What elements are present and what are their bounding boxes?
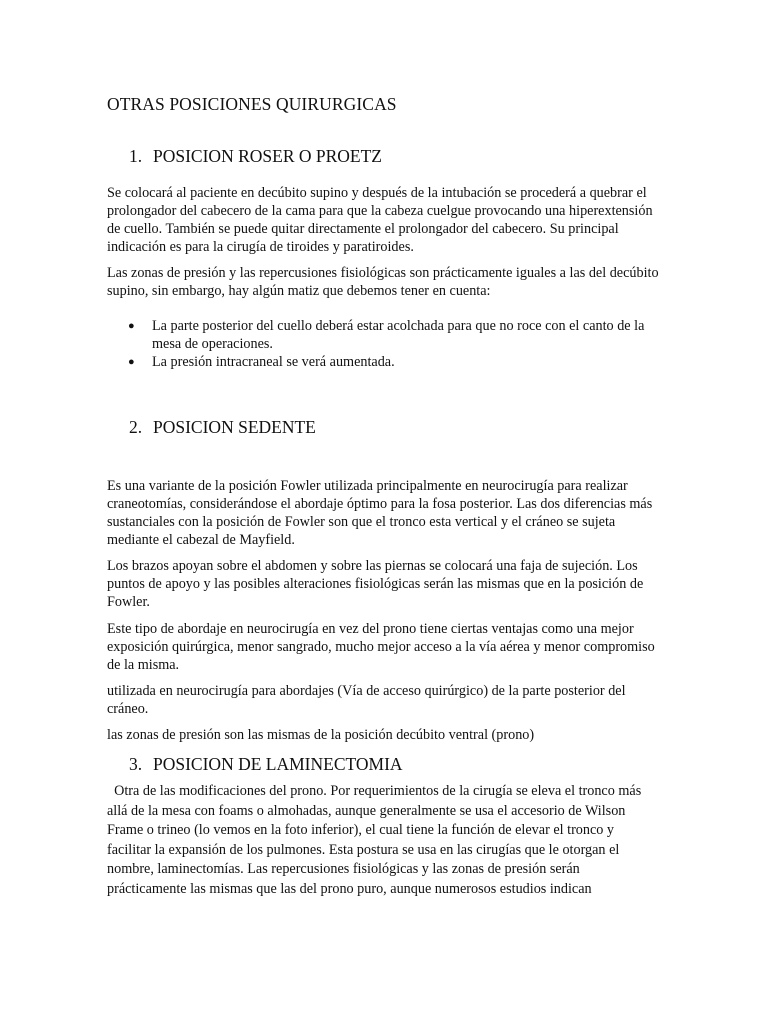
paragraph: Este tipo de abordaje en neurocirugía en vez del prono tiene ciertas ventajas como una mejor exposición quirúrgica, menor sangrado, mucho mejor acceso a la vía aérea y menor compromiso de la misma. [107, 620, 655, 673]
section-laminectomia [107, 752, 659, 899]
paragraph: Es una variante de la posición Fowler utilizada principalmente en neurocirugía para realizar craneotomías, considerándose el abordaje óptimo para la fosa posterior. Las dos diferencias más sustanciales con la posición de Fowler son que el tronco esta vertical y el cráneo se sujeta mediante el cabezal de Mayfield. [107, 477, 653, 549]
list-item [107, 317, 659, 353]
list-item [107, 353, 659, 371]
paragraph: Las zonas de presión y las repercusiones fisiológicas son prácticamente iguales a las del decúbito supino, sin embargo, hay algún matiz que debemos tener en cuenta: [107, 265, 659, 300]
section-title: POSICION ROSER O PROETZ [153, 146, 382, 166]
section-number: 1. [129, 146, 143, 166]
bullet-icon: ● [128, 319, 135, 332]
document-page [107, 92, 659, 899]
paragraph: las zonas de presión son las mismas de la posición decúbito ventral (prono) [107, 726, 535, 743]
section-number: 3. [129, 754, 143, 775]
paragraph: Se colocará al paciente en decúbito supino y después de la intubación se procederá a quebrar el prolongador del cabecero de la cama para que la cabeza cuelgue provocando una hiperextensión de cuello. También se puede quitar directamente el prolongador del cabecero. Su principal indicación es para la cirugía de tiroides y paratiroides. [107, 185, 653, 256]
section-title: POSICION SEDENTE [153, 416, 316, 437]
document-title: OTRAS POSICIONES QUIRURGICAS [107, 94, 397, 114]
paragraph: utilizada en neurocirugía para abordajes (Vía de acceso quirúrgico) de la parte posterior del cráneo. [107, 682, 626, 717]
section-sedente [107, 415, 659, 744]
paragraph: Los brazos apoyan sobre el abdomen y sobre las piernas se colocará una faja de sujeción. Los puntos de apoyo y las posibles alteraciones fisiológicas serán las mismas que en la posición de Fowler. [107, 558, 644, 611]
section-number: 2. [129, 416, 143, 437]
section-roser-proetz [107, 144, 659, 371]
bullet-list [107, 317, 659, 371]
section-heading [107, 415, 659, 439]
bullet-icon: ● [128, 355, 135, 368]
list-item-text: La parte posterior del cuello deberá estar acolchada para que no roce con el canto de la mesa de operaciones. [152, 317, 645, 352]
section-heading [107, 752, 659, 776]
section-title: POSICION DE LAMINECTOMIA [153, 754, 403, 775]
section-heading [107, 144, 659, 168]
paragraph: Otra de las modificaciones del prono. Por requerimientos de la cirugía se eleva el tronco más allá de la mesa con foams o almohadas, aunque generalmente se usa el accesorio de Wilson Frame o trineo (lo vemos en la foto inferior), el cual tiene la función de elevar el tronco y facilitar la expansión de los pulmones. Esta postura se usa en las cirugías que le otorgan el nombre, laminectomías. Las repercusiones fisiológicas y las zonas de presión serán prácticamente las mismas que las del prono puro, aunque numerosos estudios indican [107, 783, 645, 897]
list-item-text: La presión intracraneal se verá aumentada. [152, 353, 395, 370]
